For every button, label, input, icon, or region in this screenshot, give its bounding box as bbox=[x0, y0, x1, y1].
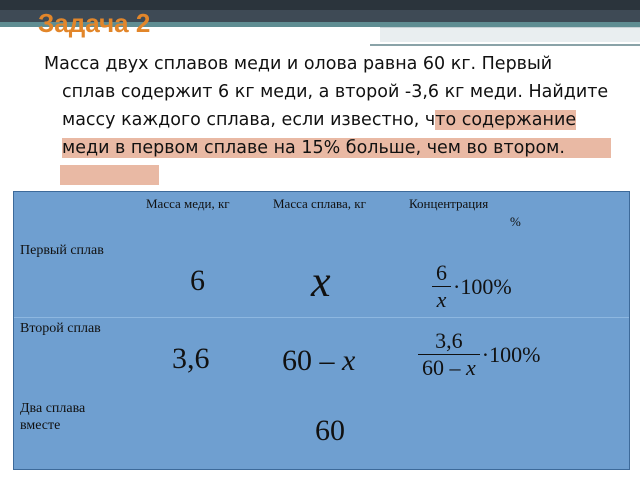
first-mass-value: x bbox=[311, 257, 331, 306]
accent-line bbox=[370, 44, 640, 46]
problem-line-3-plain: массу каждого сплава, если известно, ч bbox=[62, 110, 436, 130]
problem-line-3 bbox=[44, 106, 604, 134]
second-conc-den-variable: x bbox=[466, 355, 476, 380]
header-percent-sign: % bbox=[510, 214, 521, 229]
first-copper-value: 6 bbox=[190, 264, 205, 297]
row-label-both-line1: Два сплава bbox=[20, 401, 86, 416]
first-conc-denominator: x bbox=[436, 287, 447, 312]
problem-line-1: Масса двух сплавов меди и олова равна 60 кг. Первый bbox=[44, 54, 553, 74]
second-copper-value: 3,6 bbox=[172, 342, 210, 375]
second-mass-variable: x bbox=[342, 344, 356, 377]
highlight-block bbox=[60, 165, 159, 185]
data-table bbox=[13, 191, 630, 470]
problem-line-4-highlight: меди в первом сплаве на 15% больше, чем во втором. bbox=[62, 138, 611, 158]
header-concentration: Концентрация bbox=[409, 196, 489, 211]
slide-title: Задача 2 bbox=[38, 8, 151, 38]
second-conc-suffix: ·100% bbox=[481, 341, 541, 367]
problem-line-2: сплав содержит 6 кг меди, а второй -3,6 кг меди. Найдите bbox=[62, 82, 609, 102]
row-divider-1 bbox=[14, 317, 629, 318]
second-conc-denominator bbox=[418, 355, 480, 381]
second-conc-den-number: 60 bbox=[422, 355, 444, 380]
second-concentration-fraction bbox=[418, 328, 540, 381]
row-label-second: Второй сплав bbox=[20, 321, 101, 336]
second-mass-value bbox=[282, 344, 355, 378]
second-mass-number: 60 bbox=[282, 344, 312, 377]
total-mass-value: 60 bbox=[315, 414, 345, 447]
problem-line-4 bbox=[44, 134, 604, 162]
header-copper-mass: Масса меди, кг bbox=[146, 196, 230, 211]
first-conc-suffix: ·100% bbox=[453, 273, 512, 299]
second-conc-den-operator: – bbox=[449, 355, 461, 380]
second-mass-operator: – bbox=[319, 344, 335, 377]
accent-panel bbox=[380, 27, 640, 42]
problem-text bbox=[44, 50, 609, 162]
row-label-both-line2: вместе bbox=[20, 418, 61, 433]
second-conc-numerator: 3,6 bbox=[435, 328, 463, 353]
problem-line-3-highlight: то содержание bbox=[435, 110, 577, 130]
row-label-both bbox=[20, 400, 85, 434]
row-label-first: Первый сплав bbox=[20, 243, 104, 258]
first-concentration-fraction bbox=[432, 260, 512, 313]
header-alloy-mass: Масса сплава, кг bbox=[273, 196, 366, 211]
first-conc-numerator: 6 bbox=[436, 260, 447, 285]
